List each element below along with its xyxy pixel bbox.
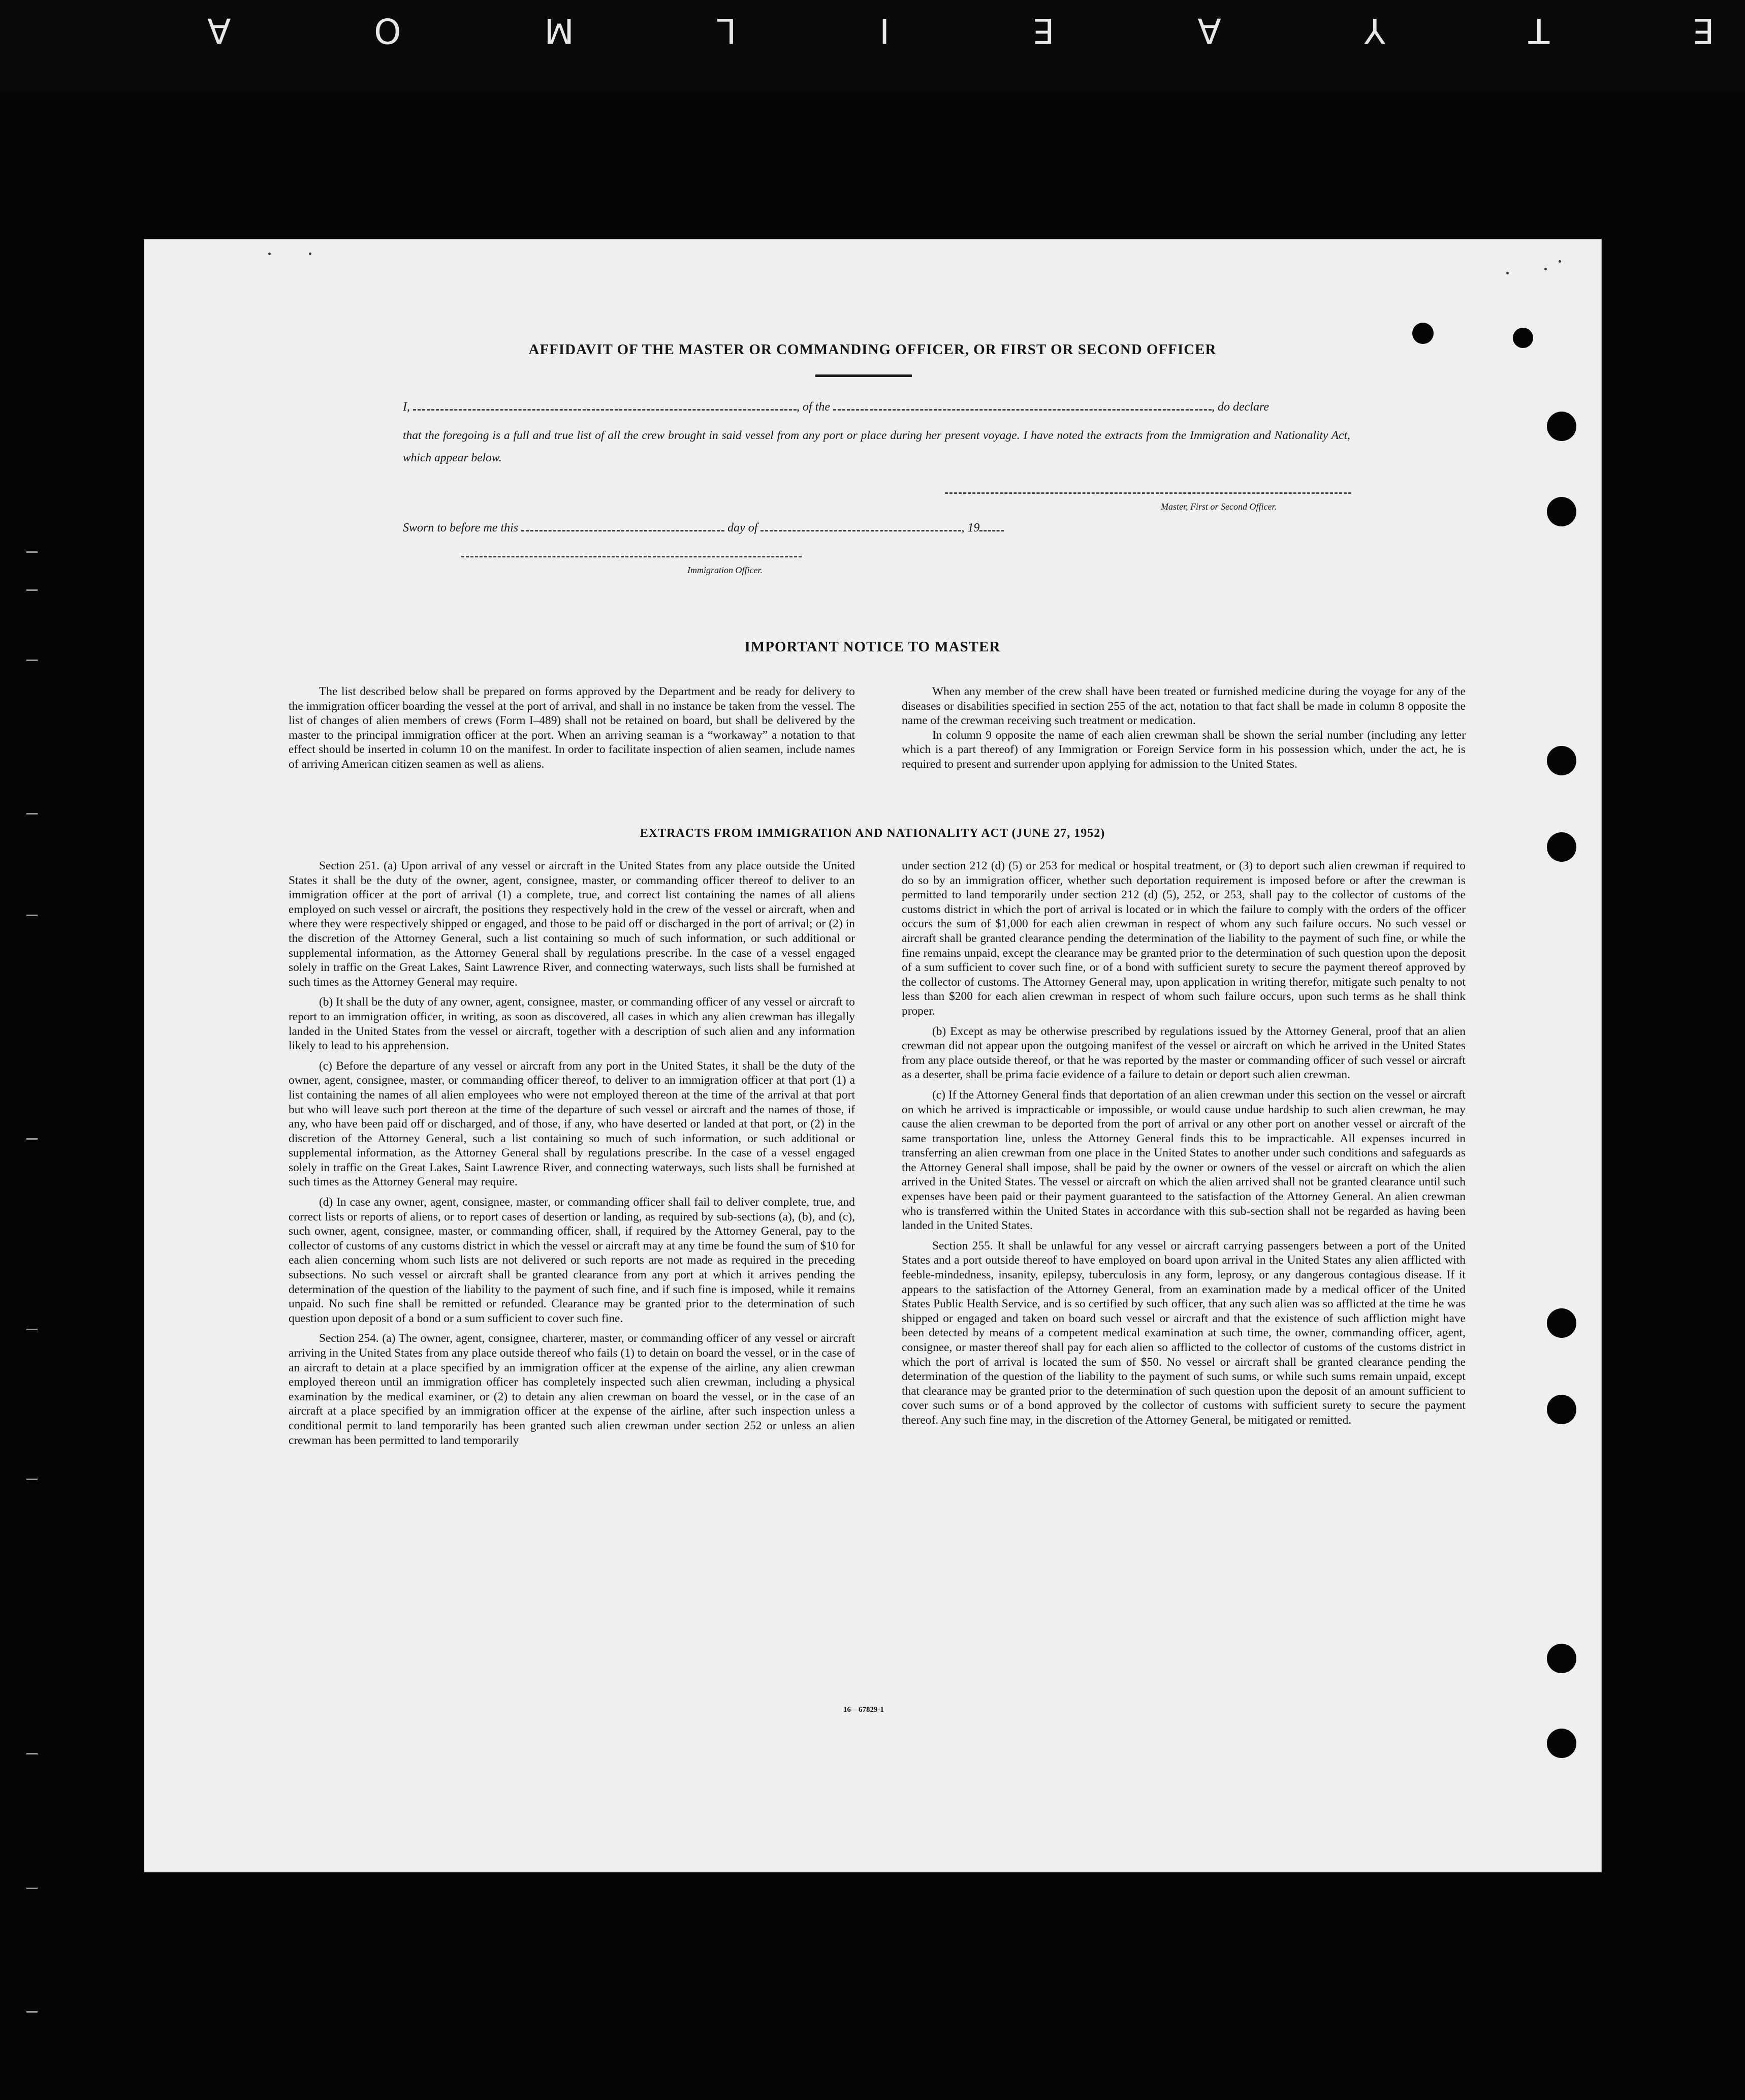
notice-paragraph: When any member of the crew shall have been treated or furnished medicine during the voyage for any of the diseases or disabilities specified in section 255 of the act, notation to that fact shall be made in column 8 opposite the name of the crewman receiving such treatment or medication.	[902, 685, 1466, 728]
notice-left-column	[289, 684, 855, 777]
statute-paragraph: (d) In case any owner, agent, consignee, master, or commanding officer shall fail to deliver complete, true, and correct lists or reports of aliens, or to report cases of desertion or landing, as required by sub-sections (a), (b), and (c), such owner, agent, consignee, master, or commanding officer, shall, if required by the Attorney General, pay to the collector of customs of any customs district in which the vessel or aircraft may at any time be found the sum of $10 for each alien concerning whom such lists are not delivered or such reports are not made as required in the preceding subsections. No such vessel or aircraft shall be granted clearance from any port at which it arrives pending the determination of the question of the liability to the payment of such fine, and if such fine is imposed, while it remains unpaid. No such fine shall be remitted or refunded. Clearance may be granted prior to the determination of such question upon deposit of a bond or a sum sufficient to cover such fine.	[289, 1196, 855, 1325]
sworn-prefix: Sworn to before me this	[403, 521, 519, 535]
officer-signature-line[interactable]	[461, 554, 802, 557]
statute-paragraph: Section 255. It shall be unlawful for any vessel or aircraft carrying passengers between a port of the United States and a port outside thereof to have employed on board upon arrival in the United States any alien afflicted with feeble-mindedness, insanity, epilepsy, tuberculosis in any form, leprosy, or any dangerous contagious disease. If it appears to the satisfaction of the Attorney General, from an examination made by a medical officer of the United States Public Health Service, and is so certified by such officer, that any such alien was so afflicted at the time he was shipped or engaged and taken on board such vessel or aircraft and that the existence of such affliction might have been detected by means of a competent medical examination at such time, the owner, commanding officer, agent, consignee, or master thereof shall pay for each alien so afflicted to the collector of customs of the customs district in which the port of arrival is located the sum of $50. No vessel or aircraft shall be granted clearance pending the determination of the question of the liability to the payment of such sums, or while such sums remain unpaid, except that clearance may be granted prior to the determination of such question upon the deposit of an amount sufficient to cover such sums or of a bond approved by the collector of customs with sufficient surety to secure the payment thereof. Any such fine may, in the discretion of the Attorney General, be mitigated or remitted.	[902, 1239, 1466, 1427]
punch-hole	[1547, 1395, 1576, 1424]
form-number: 16—67829-1	[843, 1706, 884, 1714]
vessel-prefix: , of the	[797, 400, 830, 414]
speck	[268, 253, 271, 255]
declaration-statement: that the foregoing is a full and true list of all the crew brought in said vessel from any port or place during her present voyage. I have noted the extracts from the Immigration and Nationality Act, which appear below.	[403, 429, 1350, 464]
edge-tick	[26, 813, 38, 814]
declarant-prefix: I,	[403, 400, 410, 414]
officer-signature-label: Immigration Officer.	[687, 565, 763, 575]
film-edge-text: E T Y A E I L M O A	[141, 10, 1715, 50]
edge-tick	[26, 2011, 38, 2013]
declarant-name-field[interactable]	[413, 400, 797, 411]
edge-tick	[26, 1138, 38, 1140]
edge-tick	[26, 589, 38, 591]
notice-paragraph: The list described below shall be prepared on forms approved by the Department and be ready for delivery to the immigration officer boarding the vessel at the port of arrival, and shall in no instance be taken from the vessel. The list of changes of alien members of crews (Form I–489) shall not be retained on board, but shall be delivered by the master to the principal immigration officer at the port. When an arriving seaman is a “workaway” a notation to that effect should be inserted in column 10 on the manifest. In order to facilitate inspection of alien seamen, include names of arriving American citizen seamen as well as aliens.	[289, 685, 855, 771]
edge-tick	[26, 660, 38, 661]
notice-paragraph: In column 9 opposite the name of each alien crewman shall be shown the serial number (including any letter which is a part thereof) of any Immigration or Foreign Service form in his possession which, under the act, he is required to present and surrender upon applying for admission to the United States.	[902, 728, 1466, 771]
sworn-year-prefix: , 19	[961, 521, 980, 535]
edge-tick	[26, 551, 38, 553]
sworn-day-field[interactable]	[521, 521, 724, 531]
declaration-line	[403, 400, 1269, 414]
statute-paragraph: Section 251. (a) Upon arrival of any vessel or aircraft in the United States from any place outside the United States it shall be the duty of the owner, agent, consignee, master, or commanding officer thereof to deliver to an immigration officer at the port of arrival (1) a complete, true, and correct list containing the names of all aliens employed on such vessel or aircraft, the positions they respectively hold in the crew of the vessel or aircraft, when and where they were respectively shipped or engaged, and those to be paid off or discharged in the port of arrival; or (2) in the discretion of the Attorney General, such a list containing so much of such information, or such additional or supplemental information, as the Attorney General shall by regulations prescribe. In the case of a vessel engaged solely in traffic on the Great Lakes, Saint Lawrence River, and connecting waterways, such lists shall be furnished at such times as the Attorney General may require.	[289, 859, 855, 989]
edge-tick	[26, 1479, 38, 1480]
extracts-left-column	[289, 859, 855, 1453]
master-signature-label: Master, First or Second Officer.	[1161, 502, 1277, 512]
speck	[1544, 268, 1547, 270]
statute-paragraph: under section 212 (d) (5) or 253 for medical or hospital treatment, or (3) to deport such alien crewman if required to do so by an immigration officer, whether such deportation requirement is imposed before or after the crewman is permitted to land temporarily under section 212 (d) (5), 252, or 253, shall pay to the collector of customs of the customs district in which the port of arrival is located or in which the failure to comply with the orders of the officer occurs the sum of $1,000 for each alien crewman in respect of whom any such failure occurs. No such vessel or aircraft shall be granted clearance pending the determination of the liability to the payment of such fine, or while the fine remains unpaid, except the clearance may be granted prior to the determination of such question upon the deposit of a sum sufficient to cover such fine, or of a bond with sufficient surety to secure the payment thereof approved by the collector of customs. The Attorney General may, upon application in writing therefor, mitigate such penalty to not less than $200 for each alien crewman in respect of whom such failure occurs, upon such terms as he shall think proper.	[902, 859, 1466, 1018]
film-strip	[0, 0, 1745, 91]
affidavit-title: AFFIDAVIT OF THE MASTER OR COMMANDING OFFICER, OR FIRST OR SECOND OFFICER	[528, 341, 1217, 358]
title-rule	[815, 374, 912, 377]
punch-hole	[1412, 323, 1434, 344]
statute-paragraph: (b) It shall be the duty of any owner, agent, consignee, master, or commanding officer of any vessel or aircraft to report to an immigration officer, in writing, as soon as discovered, all cases in which any alien crewman has illegally landed in the United States from the vessel or aircraft, together with a description of such alien and any information likely to lead to his apprehension.	[289, 995, 855, 1053]
edge-tick	[26, 1888, 38, 1889]
sworn-day-of: day of	[727, 521, 758, 535]
master-signature-line[interactable]	[945, 490, 1351, 494]
edge-tick	[26, 915, 38, 916]
speck	[309, 253, 311, 255]
sworn-year-field[interactable]	[979, 521, 1004, 531]
extracts-right-column	[902, 859, 1466, 1433]
punch-hole	[1547, 1729, 1576, 1758]
punch-hole	[1547, 1644, 1576, 1673]
notice-title: IMPORTANT NOTICE TO MASTER	[744, 639, 1001, 655]
statute-paragraph: (c) If the Attorney General finds that deportation of an alien crewman under this section on the vessel or aircraft on which he arrived is impracticable or impossible, or would cause undue hardship to such alien crewman, he may cause the alien crewman to be deported from the port of arrival or any other port on another vessel or aircraft of the same transportation line, unless the Attorney General finds this to be impracticable. All expenses incurred in transferring an alien crewman from one place in the United States to another under such conditions and safeguards as the Attorney General shall impose, shall be paid by the owner or owners of the vessel or aircraft on which the alien arrived in the United States. The vessel or aircraft on which the alien arrived shall not be granted clearance until such expenses have been paid or their payment guaranteed to the satisfaction of the Attorney General. An alien crewman who is transferred within the United States in accordance with this sub-section shall not be regarded as having been landed in the United States.	[902, 1088, 1466, 1233]
statute-paragraph: Section 254. (a) The owner, agent, consignee, charterer, master, or commanding officer of any vessel or aircraft arriving in the United States from any place outside thereof who fails (1) to detain on board the vessel, or in the case of an aircraft to detain at a place specified by an immigration officer at the expense of the airline, any alien crewman employed thereon until an immigration officer has completely inspected such alien crewman, including a physical examination by the medical examiner, or (2) to detain any alien crewman on board the vessel, or in the case of an aircraft at a place specified by an immigration officer at the expense of the airline, after such inspection unless a conditional permit to land temporarily has been granted such alien crewman under section 252 or unless an alien crewman has been permitted to land temporarily	[289, 1332, 855, 1447]
extracts-title: EXTRACTS FROM IMMIGRATION AND NATIONALITY ACT (JUNE 27, 1952)	[640, 827, 1105, 840]
vessel-name-field[interactable]	[833, 400, 1212, 411]
speck	[1559, 260, 1561, 263]
punch-hole	[1547, 497, 1576, 526]
statute-paragraph: (c) Before the departure of any vessel or aircraft from any port in the United States, it shall be the duty of the owner, agent, consignee, master, or commanding officer thereof, to deliver to an immigration officer at that port (1) a list containing the names of all alien employees who were not employed thereon at the time of the arrival at that port but who will leave such port thereon at the time of the departure of such vessel or aircraft and the names of those, if any, who have been paid off or discharged, and of those, if any, who have deserted or landed at that port, or (2) in the discretion of the Attorney General, such a list containing so much of such information, or such additional or supplemental information, as the Attorney General shall by regulations prescribe. In the case of a vessel engaged solely in traffic on the Great Lakes, Saint Lawrence River, and connecting waterways, such lists shall be furnished at such times as the Attorney General may require.	[289, 1059, 855, 1189]
edge-tick	[26, 1329, 38, 1330]
declare-suffix: , do declare	[1212, 400, 1270, 414]
sworn-line	[403, 521, 1004, 535]
speck	[1506, 272, 1509, 274]
sworn-month-field[interactable]	[760, 521, 961, 531]
punch-hole	[1547, 746, 1576, 775]
edge-tick	[26, 1753, 38, 1754]
punch-hole	[1547, 1308, 1576, 1338]
notice-right-column	[902, 684, 1466, 777]
statute-paragraph: (b) Except as may be otherwise prescribed by regulations issued by the Attorney General, proof that an alien crewman did not appear upon the outgoing manifest of the vessel or aircraft on which he arrived in the United States from any place outside thereof, or that he was reported by the master or commanding officer of such vessel or aircraft as a deserter, shall be prima facie evidence of a failure to detain or deport such alien crewman.	[902, 1024, 1466, 1082]
punch-hole	[1547, 412, 1576, 441]
